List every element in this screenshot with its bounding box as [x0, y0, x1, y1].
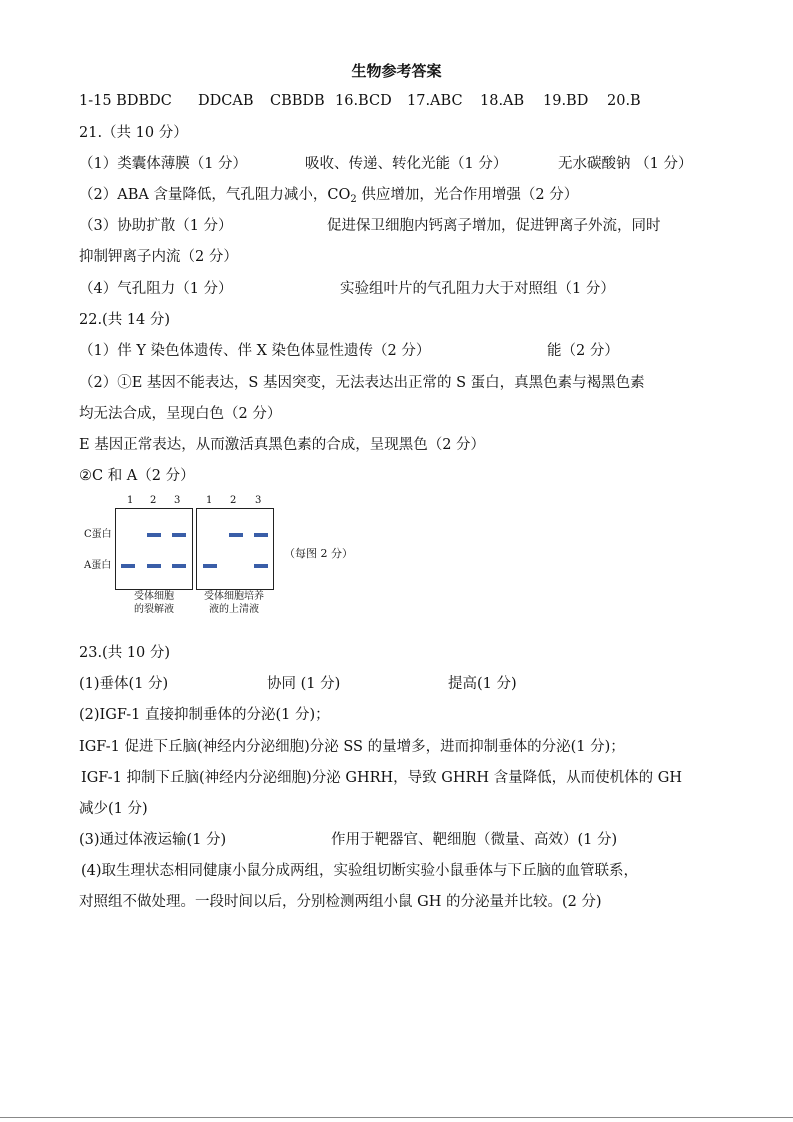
q21-part4-answer1: （4）气孔阻力（1 分）: [79, 281, 233, 297]
left-lane3-c-band: [172, 533, 186, 537]
q22-part1-answer2: 能（2 分）: [547, 343, 619, 359]
left-gel-caption: [115, 590, 193, 616]
right-lane3-c-band: [254, 533, 268, 537]
mc-answers-11-15: CBBDB: [270, 93, 325, 109]
left-gel-caption-line2: 的裂解液: [134, 604, 174, 615]
right-lane-1-label: 1: [206, 495, 213, 506]
q21-part1-answer2: 吸收、传递、转化光能（1 分）: [305, 156, 508, 172]
q22-part2-line1: （2）①E 基因不能表达，S 基因突变，无法表达出正常的 S 蛋白，真黑色素与褐黑色素: [79, 375, 645, 391]
q23-part1-answer1: (1)垂体(1 分): [79, 676, 169, 692]
q23-part1-answer3: 提高(1 分): [448, 676, 517, 692]
gel-score-note: （每图 2 分）: [284, 547, 353, 560]
page-bottom-rule: [0, 1117, 793, 1118]
q23-part2-line1: (2)IGF-1 直接抑制垂体的分泌(1 分)；: [79, 707, 330, 723]
c-protein-row-label: C蛋白: [84, 529, 112, 540]
a-protein-row-label: A蛋白: [84, 560, 112, 571]
right-lane-3-label: 3: [255, 495, 262, 506]
right-gel-caption-line2: 液的上清液: [209, 604, 259, 615]
right-gel-box: [196, 508, 274, 590]
q22-part2-line3: E 基因正常表达，从而激活真黑色素的合成，呈现黑色（2 分）: [79, 437, 486, 453]
left-lane1-a-band: [121, 564, 135, 568]
q22-part2-line2: 均无法合成，呈现白色（2 分）: [79, 406, 282, 422]
q21-heading: 21.（共 10 分）: [79, 125, 188, 141]
mc-answers-6-10: DDCAB: [198, 93, 254, 109]
mc-answer-17: 17.ABC: [407, 93, 463, 109]
left-lane-2-label: 2: [150, 495, 157, 506]
left-lane2-a-band: [147, 564, 161, 568]
q23-part4-line1: (4)取生理状态相同健康小鼠分成两组，实验组切断实验小鼠垂体与下丘脑的血管联系，: [81, 863, 639, 879]
q21-part3-answer1: （3）协助扩散（1 分）: [79, 218, 233, 234]
mc-answer-16: 16.BCD: [335, 93, 392, 109]
right-lane-2-label: 2: [230, 495, 237, 506]
mc-answers-1-5: 1-15 BDBDC: [79, 93, 172, 109]
page-title: 生物参考答案: [351, 62, 442, 80]
q23-part3-answer1: (3)通过体液运输(1 分): [79, 832, 227, 848]
q23-part2-line3: IGF-1 抑制下丘脑(神经内分泌细胞)分泌 GHRH，导致 GHRH 含量降低，从而使机体的 GH: [81, 770, 683, 786]
left-lane-1-label: 1: [127, 495, 134, 506]
q21-part2-text-b: 供应增加，光合作用增强（2 分）: [356, 187, 579, 203]
q21-part2: [79, 186, 578, 204]
right-lane3-a-band: [254, 564, 268, 568]
right-gel-caption: [194, 590, 274, 616]
q23-part1-answer2: 协同 (1 分): [267, 676, 341, 692]
q21-part1-answer1: （1）类囊体薄膜（1 分）: [79, 156, 248, 172]
q21-part3-answer2-cont: 抑制钾离子内流（2 分）: [79, 249, 238, 265]
left-gel-box: [115, 508, 193, 590]
right-lane1-a-band: [203, 564, 217, 568]
co2-subscript: 2: [350, 194, 357, 205]
mc-answer-20: 20.B: [607, 93, 641, 109]
right-gel-caption-line1: 受体细胞培养: [204, 591, 264, 602]
q21-part4-answer2: 实验组叶片的气孔阻力大于对照组（1 分）: [340, 281, 615, 297]
q23-part2-line2: IGF-1 促进下丘脑(神经内分泌细胞)分泌 SS 的量增多，进而抑制垂体的分泌(1 分)；: [79, 739, 625, 755]
mc-answer-18: 18.AB: [480, 93, 525, 109]
q22-part1-answer1: （1）伴 Y 染色体遗传、伴 X 染色体显性遗传（2 分）: [79, 343, 431, 359]
right-lane2-c-band: [229, 533, 243, 537]
left-gel-caption-line1: 受体细胞: [134, 591, 174, 602]
mc-answer-19: 19.BD: [543, 93, 589, 109]
q23-part2-line4: 减少(1 分): [79, 801, 148, 817]
q23-heading: 23.(共 10 分): [79, 645, 171, 661]
q23-part3-answer2: 作用于靶器官、靶细胞（微量、高效）(1 分): [331, 832, 618, 848]
left-lane3-a-band: [172, 564, 186, 568]
q21-part3-answer2: 促进保卫细胞内钙离子增加，促进钾离子外流，同时: [327, 218, 661, 234]
left-lane2-c-band: [147, 533, 161, 537]
q21-part2-text-a: （2）ABA 含量降低，气孔阻力减小，CO: [79, 187, 351, 203]
q23-part4-line2: 对照组不做处理。一段时间以后，分别检测两组小鼠 GH 的分泌量并比较。(2 分): [79, 894, 602, 910]
left-lane-3-label: 3: [174, 495, 181, 506]
q22-heading: 22.(共 14 分): [79, 312, 171, 328]
q21-part1-answer3: 无水碳酸钠 （1 分）: [558, 156, 693, 172]
q22-part2-line4: ②C 和 A（2 分）: [79, 468, 195, 484]
